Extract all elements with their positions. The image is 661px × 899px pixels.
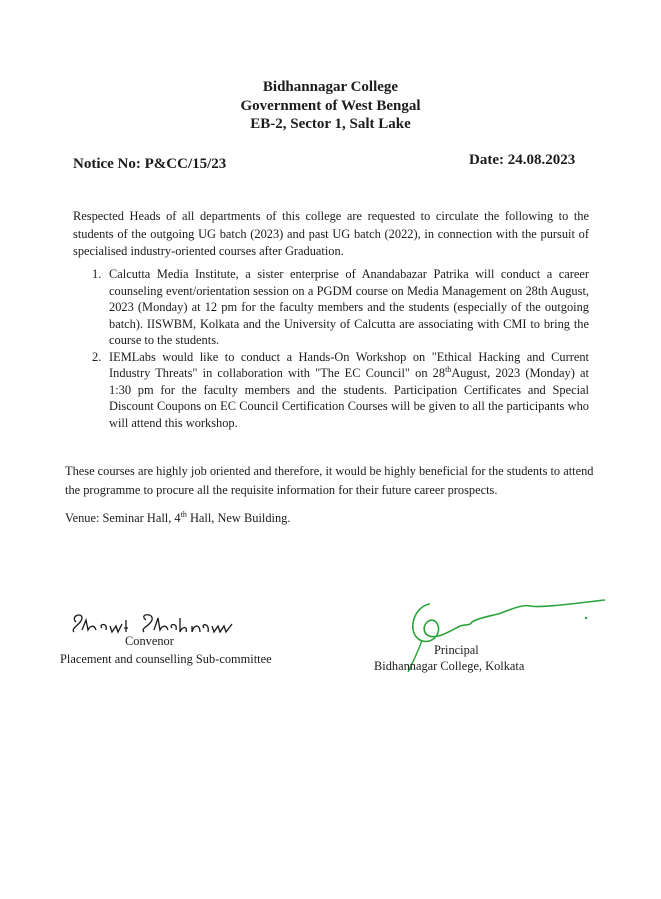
intro-paragraph: Respected Heads of all departments of this college are requested to circulate the following to the students of the outgoing UG batch (2023) and past UG batch (2022), in connection with the pursuit of specialised industry-oriented courses after Graduation. <box>73 209 589 258</box>
closing-paragraph: These courses are highly job oriented and therefore, it would be highly beneficial for the students to attend the programme to procure all the requisite information for their future career prospects. <box>65 464 594 497</box>
notice-date: Date: 24.08.2023 <box>469 152 576 168</box>
venue-ordinal-suffix: th <box>180 509 187 519</box>
venue-text-before: Venue: Seminar Hall, 4 <box>65 511 181 525</box>
notice-number: Notice No: P&CC/15/23 <box>73 156 227 172</box>
college-name: Bidhannagar College <box>262 79 399 95</box>
list-item <box>92 349 589 432</box>
list-item-number: 1. <box>92 267 102 281</box>
convenor-title: Convenor <box>125 634 174 648</box>
principal-title: Principal <box>434 643 479 657</box>
list-item-text-before: IEMLabs would like to conduct a Hands-On Workshop on "Ethical Hacking and Current Industry Threats" in collaboration with "The EC Council" on 28 <box>109 349 589 380</box>
principal-college: Bidhannagar College, Kolkata <box>374 659 525 673</box>
list-item <box>92 266 589 349</box>
letterhead <box>0 78 661 134</box>
address-line: EB-2, Sector 1, Salt Lake <box>250 116 411 132</box>
list-item-number: 2. <box>92 349 102 364</box>
government-line: Government of West Bengal <box>240 97 421 114</box>
list-item-text-after: August, 2023 (Monday) at 1:30 pm for the faculty members and the students. Participation Certificates and Special Discount Coupons on EC Council Certification Courses will be given to all the participants who will attend this workshop. <box>109 366 589 430</box>
venue-text-after: Hall, New Building. <box>186 511 291 525</box>
event-list <box>92 266 589 431</box>
ordinal-suffix: th <box>445 364 452 374</box>
list-item-text: Calcutta Media Institute, a sister enterprise of Anandabazar Patrika will conduct a career counseling event/orientation session on a PGDM course on Media Management on 28th August, 2023 (Monday) at 12 pm for the faculty members and the students (especially of the outgoing batch). IISWBM, Kolkata and the University of Calcutta are associating with CMI to bring the course to the students. <box>109 267 589 347</box>
venue-line <box>65 511 290 526</box>
committee-name: Placement and counselling Sub-committee <box>60 652 272 666</box>
